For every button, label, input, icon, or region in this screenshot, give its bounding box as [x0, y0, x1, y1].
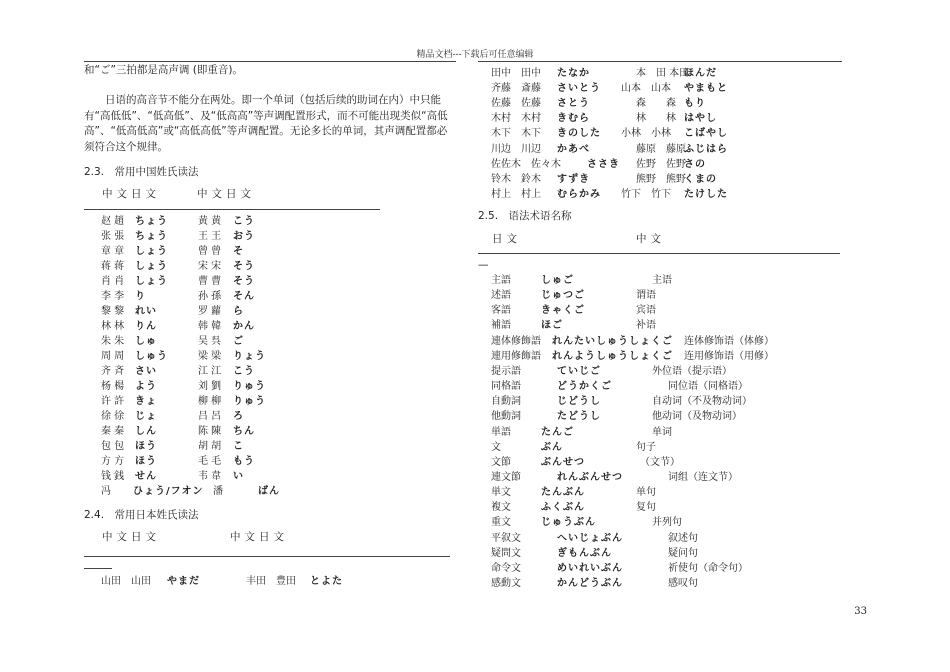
- term-japanese: 提示語: [491, 365, 521, 377]
- term-japanese: 自動詞: [491, 396, 521, 408]
- term-reading: へいじょぶん: [557, 532, 623, 544]
- sec23-chinese-name-2: 陈 陳: [198, 426, 222, 437]
- term-reading: きゃくご: [541, 305, 585, 317]
- term-japanese: 感動文: [491, 578, 521, 589]
- sec23-chinese-name: 周 周: [101, 351, 125, 362]
- sec23-chinese-name-2: 毛 毛: [198, 456, 222, 467]
- sec24-reading-2: とよた: [310, 576, 343, 587]
- term-japanese: 同格語: [491, 381, 521, 393]
- sec25-dash: —: [478, 259, 489, 271]
- jp-surname-2: 小林 小林: [621, 128, 671, 140]
- term-chinese: 单词: [652, 426, 672, 438]
- sec23-chinese-name-2: 曾 曾: [198, 246, 222, 257]
- term-japanese: 重文: [491, 517, 511, 529]
- sec23-chinese-name-2: 罗 蘿: [198, 306, 222, 317]
- jp-surname-reading-2: さの: [684, 158, 706, 170]
- sec23-reading: しょう: [135, 261, 168, 272]
- jp-surname-reading-2: ほんだ: [684, 68, 717, 79]
- sec23-reading: きょ: [135, 396, 157, 407]
- term-reading: ぶんせつ: [541, 456, 585, 468]
- sec23-reading-2: い: [233, 471, 244, 482]
- term-reading: ていじご: [557, 365, 601, 377]
- jp-surname-reading: きむら: [557, 113, 590, 125]
- term-chinese: 祈使句（命令句）: [668, 562, 748, 574]
- jp-surname-2: 佐野 佐野: [636, 158, 686, 170]
- jp-surname-reading: たなか: [557, 68, 590, 79]
- sec23-chinese-name: 章 章: [101, 246, 125, 257]
- sec23-reading-2: こう: [233, 366, 255, 377]
- sec23-chinese-name: 杨 楊: [101, 381, 125, 392]
- sec23-chinese-name: 肖 肖: [101, 276, 125, 287]
- term-japanese: 主語: [491, 275, 511, 286]
- sec25-header-a: 日文: [492, 233, 521, 245]
- term-chinese: 单句: [636, 487, 656, 499]
- sec23-chinese-name: 方 方: [101, 456, 125, 467]
- section-2-4-title: 2.4. 常用日本姓氏读法: [84, 509, 199, 521]
- jp-surname-reading: すずき: [557, 173, 591, 185]
- jp-surname-reading: むらかみ: [557, 188, 601, 200]
- sec23-chinese-name-2: 宋 宋: [198, 261, 222, 272]
- sec23-chinese-name-2: 王 王: [198, 231, 222, 242]
- sec24-name: 山田 山田: [101, 576, 151, 587]
- sec23-reading: しゅう: [135, 351, 168, 362]
- term-reading: ぎもんぶん: [557, 547, 612, 559]
- term-reading: ぶん: [541, 441, 563, 453]
- term-japanese: 他動詞: [491, 411, 521, 423]
- term-reading: どうかくご: [557, 381, 612, 393]
- term-chinese: 句子: [636, 441, 656, 453]
- term-reading: しゅご: [541, 275, 574, 286]
- term-japanese: 疑問文: [491, 547, 521, 559]
- sec23-chinese-name-2: 吕 呂: [198, 411, 222, 422]
- sec23-reading-2: そう: [233, 276, 255, 287]
- sec23-reading-2: ろ: [233, 411, 244, 422]
- term-reading: たんご: [541, 426, 574, 438]
- sec24-rule: [84, 556, 450, 557]
- sec23-chinese-name: 朱 朱: [101, 336, 125, 347]
- sec23-chinese-name-2: 胡 胡: [198, 441, 222, 452]
- sec23-reading-2: おう: [233, 231, 255, 242]
- sec23-reading-2: もう: [233, 456, 255, 467]
- sec25-header-b: 中文: [636, 233, 665, 245]
- sec23-chinese-name: 齐 斉: [101, 366, 125, 377]
- sec23-chinese-name-2: 梁 梁: [198, 351, 222, 362]
- term-reading: たんぶん: [541, 487, 585, 499]
- intro-line: 和“ご”三拍都是高声调 (即重音)。: [84, 64, 243, 76]
- sec23-reading: れい: [135, 306, 157, 317]
- sec24-reading: やまだ: [167, 576, 200, 587]
- term-chinese: 连用修饰语（用修）: [684, 350, 774, 362]
- term-reading: れんようしゅうしょくご: [552, 350, 673, 362]
- page-header: 精品文档---下载后可任意编辑: [416, 50, 534, 60]
- term-japanese: 単文: [491, 487, 511, 499]
- jp-surname-reading-2: こばやし: [684, 128, 728, 140]
- term-reading: めいれいぶん: [557, 562, 623, 574]
- sec24-name-2: 丰田 豊田: [246, 576, 296, 587]
- jp-surname-2: 本 田 本田: [636, 68, 690, 79]
- jp-surname-2: 山本 山本: [621, 83, 671, 95]
- sec23-reading: り: [135, 291, 146, 302]
- jp-surname-reading: さとう: [557, 98, 590, 110]
- sec23-reading-2: かん: [233, 321, 255, 332]
- section-2-3-title: 2.3. 常用中国姓氏读法: [84, 166, 199, 178]
- sec23-reading-2: そう: [233, 261, 255, 272]
- term-reading: ふくぶん: [541, 502, 585, 514]
- sec23-chinese-name-2: 江 江: [198, 366, 222, 377]
- term-japanese: 文節: [491, 456, 511, 468]
- sec23-reading-2: ら: [233, 306, 244, 317]
- jp-surname: 铃木 鈴木: [491, 173, 541, 185]
- jp-surname: 佐佐木 佐々木: [491, 158, 561, 170]
- term-chinese: 外位语（提示语）: [652, 365, 732, 377]
- term-japanese: 単語: [491, 426, 511, 438]
- sec23-header-b: 中文日文: [197, 188, 255, 200]
- sec23-reading: ほう: [135, 441, 157, 452]
- term-japanese: 平叙文: [491, 532, 521, 544]
- sec23-reading: ほう: [135, 456, 157, 467]
- jp-surname-2: 竹下 竹下: [621, 188, 671, 200]
- term-reading: れんぶんせつ: [557, 471, 623, 483]
- sec23-chinese-name: 蒋 蒋: [101, 261, 125, 272]
- sec24-header-a: 中文日文: [102, 531, 160, 543]
- sec23-reading: しょう: [135, 276, 168, 287]
- section-2-5-title: 2.5. 语法术语名称: [478, 210, 572, 222]
- jp-surname-reading: さいとう: [557, 83, 601, 95]
- jp-surname-reading: ささき: [587, 158, 620, 170]
- page-number: 33: [854, 606, 867, 617]
- term-japanese: 複文: [491, 502, 511, 514]
- sec23-chinese-name: 钱 銭: [101, 471, 125, 482]
- jp-surname-2: 森 森: [636, 98, 676, 110]
- sec23-reading: しゅ: [135, 336, 157, 347]
- sec23-chinese-name: 张 張: [101, 231, 125, 242]
- sec23-reading-2: ばん: [258, 486, 280, 497]
- sec23-header-a: 中文日文: [102, 188, 160, 200]
- jp-surname: 木村 木村: [491, 113, 541, 125]
- term-chinese: 复句: [636, 502, 656, 514]
- sec23-reading: せん: [135, 471, 157, 482]
- sec23-rule: [84, 209, 380, 210]
- jp-surname: 川边 川辺: [491, 143, 541, 155]
- sec23-reading: しょう: [135, 246, 168, 257]
- sec23-chinese-name: 徐 徐: [101, 411, 125, 422]
- header-rule-right: [478, 61, 842, 62]
- sec23-reading-2: こ: [233, 441, 244, 452]
- jp-surname-reading: きのした: [557, 128, 601, 140]
- sec23-reading: ちょう: [135, 231, 168, 242]
- term-japanese: 連用修飾語: [491, 350, 541, 362]
- sec23-reading: ひょう/フオン: [133, 486, 204, 497]
- term-japanese: 補語: [491, 320, 511, 332]
- sec23-reading-2: そん: [233, 291, 255, 302]
- jp-surname-reading-2: はやし: [684, 113, 717, 125]
- sec23-chinese-name-2: 刘 劉: [198, 381, 222, 392]
- sec23-reading: よう: [135, 381, 157, 392]
- sec23-reading-2: そ: [233, 246, 244, 257]
- jp-surname-reading-2: たけした: [684, 188, 728, 200]
- sec23-chinese-name-2: 吴 呉: [198, 336, 222, 347]
- jp-surname-2: 林 林: [636, 113, 676, 125]
- term-reading: かんどうぶん: [557, 578, 623, 589]
- term-japanese: 連文節: [491, 471, 521, 483]
- term-japanese: 文: [491, 441, 501, 453]
- term-japanese: 客語: [491, 305, 511, 317]
- term-chinese: 补语: [636, 320, 656, 332]
- term-chinese: 并列句: [652, 517, 682, 529]
- jp-surname: 木下 木下: [491, 128, 541, 140]
- term-chinese: 疑问句: [668, 547, 698, 559]
- jp-surname-reading-2: くまの: [684, 173, 717, 185]
- term-reading: ほご: [541, 320, 563, 332]
- sec23-chinese-name-2: 韦 韋: [198, 471, 222, 482]
- intro-paragraph: 日语的高音节不能分在两处。即一个单词（包括后续的助词在内）中只能有“高低低”、“低高低”、及“低高高”等声调配置形式，而不可能出现类似“高低高”、“低高低高”或“高低高低”等声调配置。无论多长的单词，其声调配置都必须符合这个规律。: [84, 94, 448, 153]
- term-japanese: 命令文: [491, 562, 521, 574]
- term-japanese: 述語: [491, 290, 511, 302]
- term-chinese: 连体修饰语（体修）: [684, 335, 774, 347]
- sec23-chinese-name: 冯: [101, 486, 111, 497]
- sec23-chinese-name-2: 黄 黄: [198, 216, 222, 227]
- header-rule-left: [84, 61, 456, 62]
- term-chinese: （文节）: [640, 456, 680, 468]
- term-chinese: 谓语: [636, 290, 656, 302]
- sec23-chinese-name: 秦 秦: [101, 426, 125, 437]
- term-chinese: 他动词（及物动词）: [652, 411, 742, 423]
- sec23-reading: りん: [135, 321, 157, 332]
- sec25-rule: [478, 253, 840, 254]
- jp-surname: 齐藤 斎藤: [491, 83, 541, 95]
- sec23-chinese-name-2: 潘: [213, 486, 223, 497]
- term-chinese: 主语: [652, 275, 672, 286]
- sec23-reading-2: りゅう: [233, 381, 266, 392]
- jp-surname-2: 藤原 藤原: [636, 143, 686, 155]
- sec23-chinese-name: 赵 趙: [101, 216, 125, 227]
- sec23-reading: しん: [135, 426, 157, 437]
- jp-surname-reading: かあべ: [557, 143, 590, 155]
- sec23-chinese-name: 包 包: [101, 441, 125, 452]
- jp-surname-reading-2: やまもと: [684, 83, 728, 95]
- term-reading: たどうし: [557, 411, 601, 423]
- term-chinese: 叙述句: [668, 532, 698, 544]
- term-japanese: 連体修飾語: [491, 335, 541, 347]
- sec23-reading: さい: [135, 366, 157, 377]
- sec23-reading-2: りょう: [233, 351, 266, 362]
- sec23-chinese-name-2: 柳 柳: [198, 396, 222, 407]
- sec23-chinese-name-2: 韩 韓: [198, 321, 222, 332]
- term-reading: じゅうぶん: [541, 517, 596, 529]
- sec23-reading: ちょう: [135, 216, 168, 227]
- term-chinese: 自动词（不及物动词）: [652, 396, 752, 408]
- jp-surname-reading-2: もり: [684, 98, 706, 110]
- sec23-reading-2: ご: [233, 336, 244, 347]
- sec23-reading-2: ちん: [233, 426, 255, 437]
- term-chinese: 词组（连文节）: [668, 471, 738, 483]
- jp-surname: 村上 村上: [491, 188, 541, 200]
- term-reading: じゅつご: [541, 290, 585, 302]
- term-chinese: 感叹句: [668, 578, 698, 589]
- jp-surname-reading-2: ふじはら: [684, 143, 728, 155]
- sec23-reading: じょ: [135, 411, 157, 422]
- sec23-reading-2: りゅう: [233, 396, 266, 407]
- sec23-chinese-name: 许 許: [101, 396, 125, 407]
- sec24-short-rule: [84, 568, 112, 569]
- sec23-chinese-name-2: 孙 孫: [198, 291, 222, 302]
- jp-surname: 田中 田中: [491, 68, 541, 79]
- sec23-chinese-name-2: 曹 曹: [198, 276, 222, 287]
- term-reading: じどうし: [557, 396, 601, 408]
- term-reading: れんたいしゅうしょくご: [552, 335, 673, 347]
- jp-surname: 佐藤 佐藤: [491, 98, 541, 110]
- jp-surname-2: 熊野 熊野: [636, 173, 686, 185]
- sec23-chinese-name: 李 李: [101, 291, 125, 302]
- sec23-chinese-name: 黎 黎: [101, 306, 125, 317]
- sec23-reading-2: こう: [233, 216, 255, 227]
- sec24-header-b: 中文日文: [230, 531, 288, 543]
- term-chinese: 同位语（同格语）: [668, 381, 748, 393]
- term-chinese: 宾语: [636, 305, 656, 317]
- sec23-chinese-name: 林 林: [101, 321, 125, 332]
